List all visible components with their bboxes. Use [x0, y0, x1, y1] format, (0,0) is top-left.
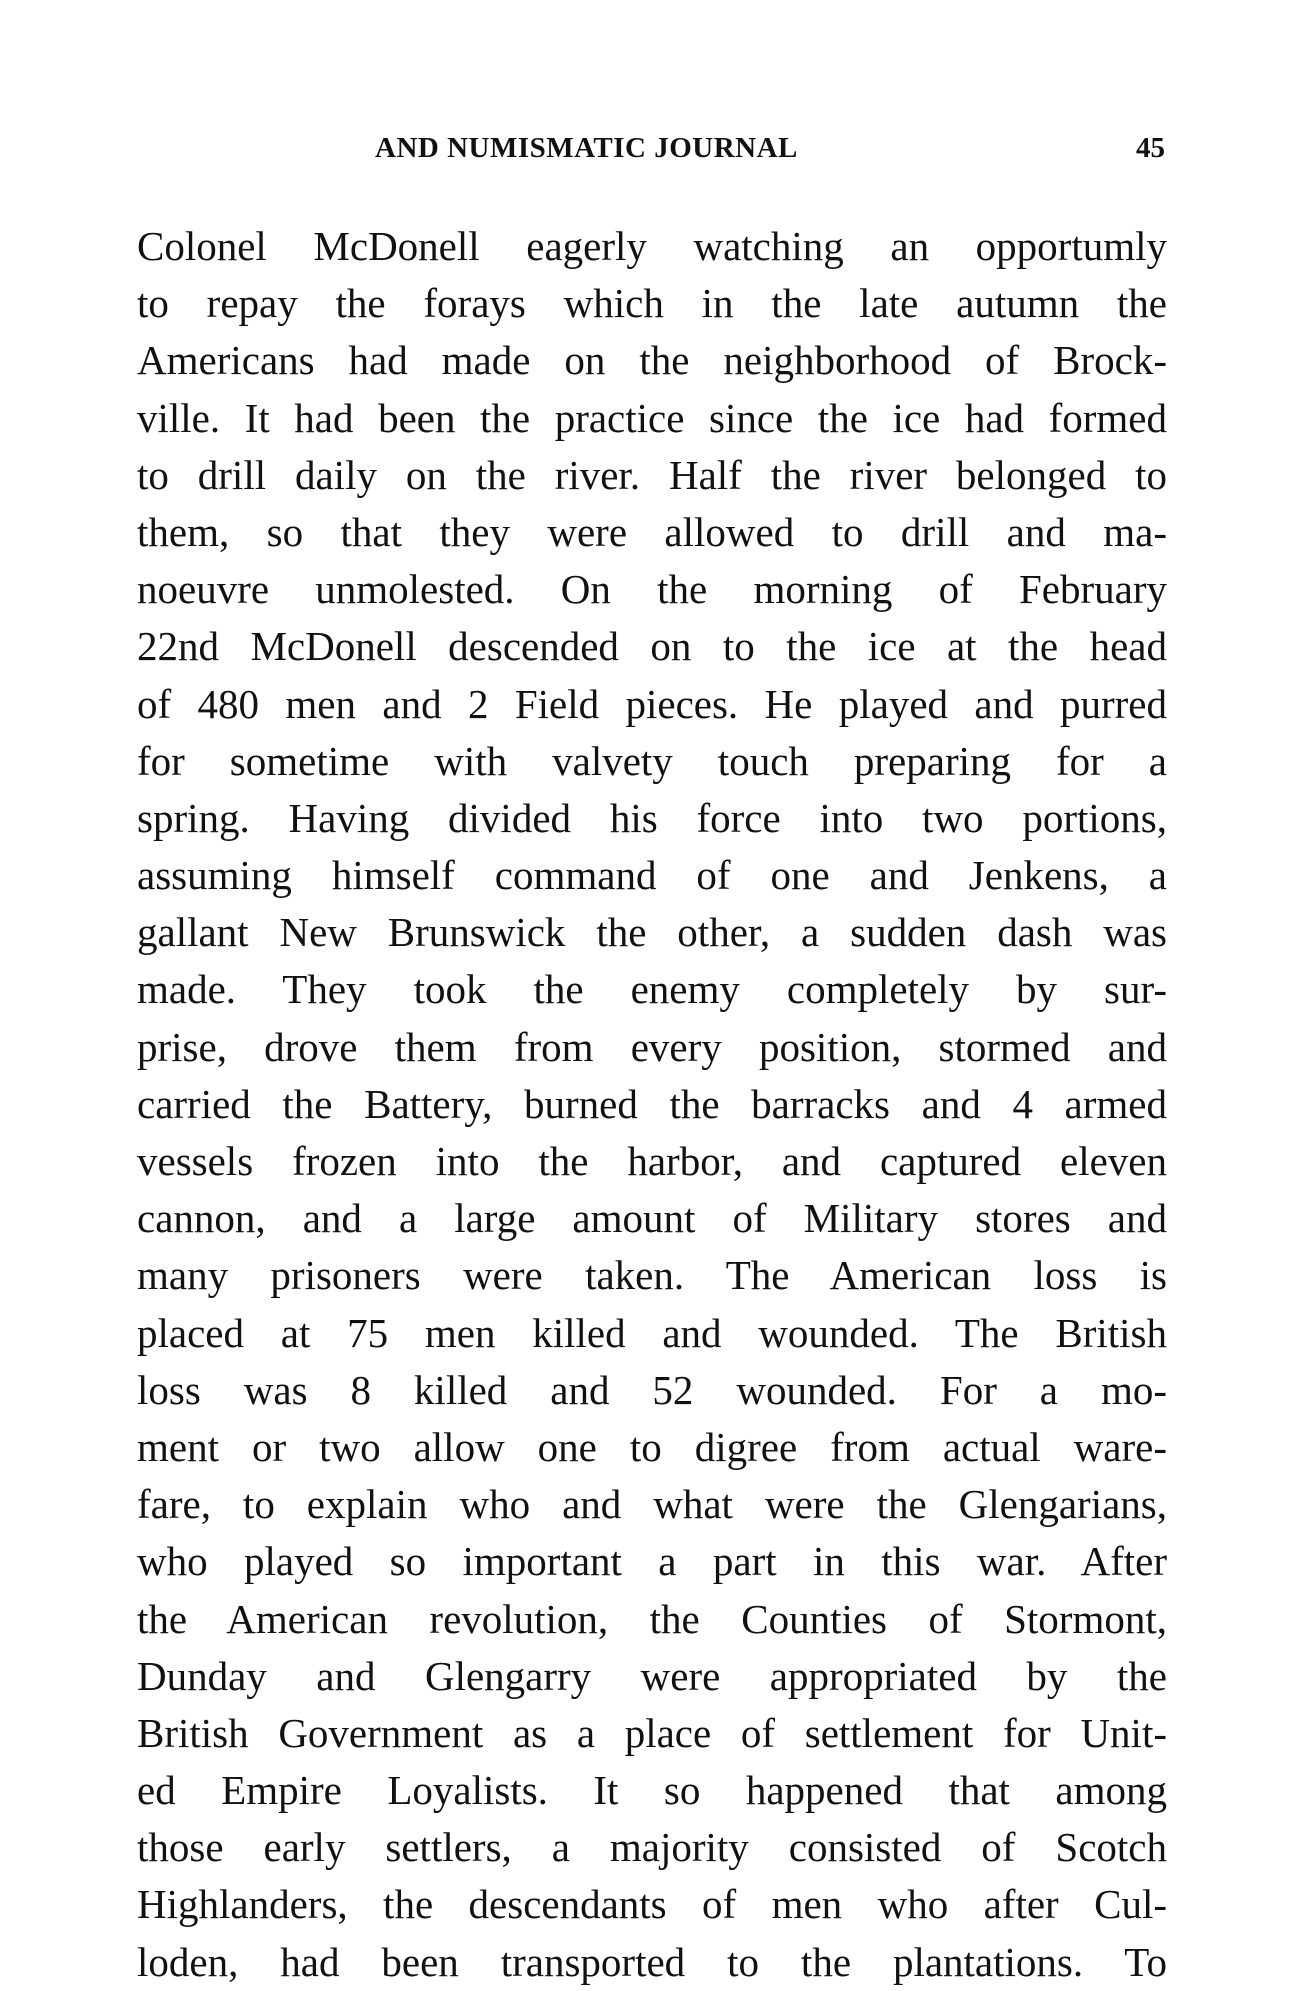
text-line: Colonel McDonell eagerly watching an opportumly: [137, 223, 1167, 269]
text-line: made. They took the enemy completely by sur-: [137, 966, 1167, 1013]
body-text: [137, 218, 1167, 1991]
text-line: of 480 men and 2 Field pieces. He played and purred: [137, 680, 1167, 727]
text-line: ed Empire Loyalists. It so happened that among: [137, 1767, 1167, 1814]
text-line: British Government as a place of settlement for Unit-: [137, 1709, 1167, 1756]
text-line: ment or two allow one to digree from actual ware-: [137, 1423, 1167, 1470]
text-line: to repay the forays which in the late autumn the: [137, 280, 1167, 327]
text-line: assuming himself command of one and Jenkens, a: [137, 852, 1167, 899]
text-line: gallant New Brunswick the other, a sudden dash was: [137, 909, 1167, 956]
text-line: for sometime with valvety touch preparing for a: [137, 737, 1167, 784]
text-line: them, so that they were allowed to drill and ma-: [137, 508, 1167, 555]
text-line: 22nd McDonell descended on to the ice at the head: [137, 623, 1167, 670]
text-line: cannon, and a large amount of Military stores and: [137, 1195, 1167, 1242]
text-line: who played so important a part in this war. After: [137, 1538, 1167, 1585]
text-line: noeuvre unmolested. On the morning of February: [137, 566, 1167, 613]
text-line: Americans had made on the neighborhood of Brock-: [137, 337, 1167, 384]
text-line: prise, drove them from every position, stormed and: [137, 1023, 1167, 1070]
text-line: to drill daily on the river. Half the river belonged to: [137, 451, 1167, 498]
text-line: those early settlers, a majority consisted of Scotch: [137, 1824, 1167, 1871]
text-line: the American revolution, the Counties of Stormont,: [137, 1595, 1167, 1642]
text-line: many prisoners were taken. The American loss is: [137, 1252, 1167, 1299]
text-line: fare, to explain who and what were the Glengarians,: [137, 1481, 1167, 1528]
text-line: vessels frozen into the harbor, and captured eleven: [137, 1138, 1167, 1184]
page-number: 45: [1136, 132, 1165, 164]
text-line: ville. It had been the practice since the ice had formed: [137, 394, 1167, 441]
text-line: Highlanders, the descendants of men who after Cul-: [137, 1881, 1167, 1928]
text-line: loden, had been transported to the plantations. To: [137, 1938, 1167, 1985]
running-head: [140, 132, 1165, 180]
text-line: Dunday and Glengarry were appropriated by the: [137, 1652, 1167, 1699]
text-line: loss was 8 killed and 52 wounded. For a mo-: [137, 1366, 1167, 1413]
text-line: placed at 75 men killed and wounded. The British: [137, 1309, 1167, 1356]
running-title: AND NUMISMATIC JOURNAL: [375, 132, 798, 164]
text-line: carried the Battery, burned the barracks and 4 armed: [137, 1080, 1167, 1127]
text-line: spring. Having divided his force into two portions,: [137, 794, 1167, 841]
